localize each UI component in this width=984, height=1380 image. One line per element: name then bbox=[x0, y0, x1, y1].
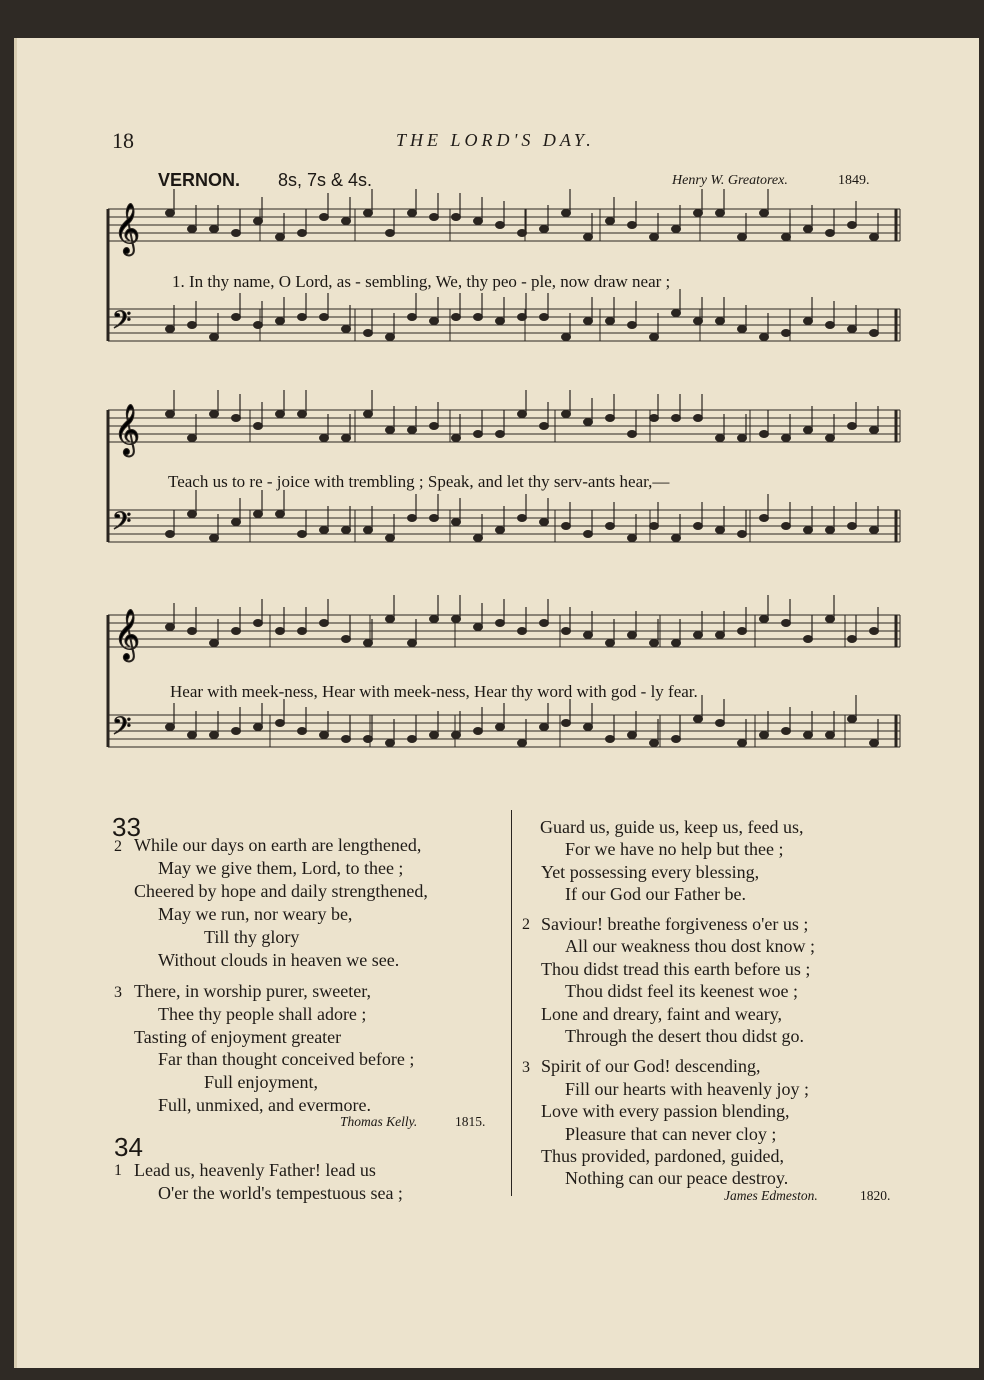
hymn-33-year: 1815. bbox=[455, 1114, 486, 1129]
hymn-33-stanza-3-number: 3 bbox=[114, 984, 122, 1001]
note-head bbox=[408, 210, 417, 217]
note-head bbox=[254, 218, 263, 225]
note-head bbox=[188, 511, 197, 518]
note-head bbox=[474, 728, 483, 735]
note-head bbox=[672, 736, 681, 743]
note-head bbox=[760, 210, 769, 217]
note-head bbox=[562, 411, 571, 418]
note-head bbox=[320, 620, 329, 627]
note-head bbox=[562, 523, 571, 530]
note-head bbox=[364, 527, 373, 534]
note-head bbox=[188, 226, 197, 233]
note-head bbox=[188, 628, 197, 635]
note-head bbox=[496, 318, 505, 325]
note-head bbox=[606, 415, 615, 422]
note-head bbox=[606, 218, 615, 225]
verse-line: Fill our hearts with heavenly joy ; bbox=[565, 1079, 809, 1099]
note-head bbox=[430, 515, 439, 522]
note-head bbox=[210, 640, 219, 647]
note-head bbox=[738, 531, 747, 538]
hymn-34-stanza-2-number: 2 bbox=[522, 916, 530, 933]
note-head bbox=[210, 226, 219, 233]
note-head bbox=[276, 628, 285, 635]
note-head bbox=[518, 230, 527, 237]
note-head bbox=[342, 527, 351, 534]
note-head bbox=[320, 527, 329, 534]
tune-meter: 8s, 7s & 4s. bbox=[278, 170, 373, 190]
note-head bbox=[606, 523, 615, 530]
note-head bbox=[694, 415, 703, 422]
hymn-34-stanza-1-number: 1 bbox=[114, 1162, 122, 1179]
note-head bbox=[474, 314, 483, 321]
note-head bbox=[870, 234, 879, 241]
note-head bbox=[254, 620, 263, 627]
note-head bbox=[232, 519, 241, 526]
note-head bbox=[848, 423, 857, 430]
verse-line: Till thy glory bbox=[204, 927, 300, 947]
note-head bbox=[166, 326, 175, 333]
note-head bbox=[298, 728, 307, 735]
hymn-33-author: Thomas Kelly. bbox=[340, 1114, 418, 1129]
note-head bbox=[716, 318, 725, 325]
note-head bbox=[782, 234, 791, 241]
note-head bbox=[562, 334, 571, 341]
note-head bbox=[694, 210, 703, 217]
hymn-34-author: James Edmeston. bbox=[724, 1188, 818, 1203]
treble-clef-icon: 𝄞 bbox=[114, 404, 141, 455]
note-head bbox=[826, 732, 835, 739]
note-head bbox=[628, 222, 637, 229]
tune-composer: Henry W. Greatorex. bbox=[672, 173, 788, 188]
note-head bbox=[760, 732, 769, 739]
note-head bbox=[870, 330, 879, 337]
note-head bbox=[870, 527, 879, 534]
note-head bbox=[716, 210, 725, 217]
note-head bbox=[738, 740, 747, 747]
note-head bbox=[628, 535, 637, 542]
hymn-34-number: 34 bbox=[114, 1132, 143, 1162]
note-head bbox=[254, 322, 263, 329]
note-head bbox=[826, 230, 835, 237]
note-head bbox=[782, 435, 791, 442]
note-head bbox=[474, 624, 483, 631]
note-head bbox=[782, 330, 791, 337]
column-divider bbox=[511, 810, 512, 1196]
hymn-33-number: 33 bbox=[112, 812, 141, 842]
note-head bbox=[320, 214, 329, 221]
note-head bbox=[298, 411, 307, 418]
note-head bbox=[188, 732, 197, 739]
note-head bbox=[870, 740, 879, 747]
note-head bbox=[672, 640, 681, 647]
note-head bbox=[848, 222, 857, 229]
note-head bbox=[320, 435, 329, 442]
note-head bbox=[584, 632, 593, 639]
verse-line: Thou didst feel its keenest woe ; bbox=[565, 981, 798, 1001]
note-head bbox=[496, 527, 505, 534]
note-head bbox=[452, 214, 461, 221]
verse-line: May we give them, Lord, to thee ; bbox=[158, 858, 404, 878]
verse-line: Thou didst tread this earth before us ; bbox=[541, 959, 811, 979]
note-head bbox=[452, 519, 461, 526]
note-head bbox=[738, 234, 747, 241]
note-head bbox=[232, 728, 241, 735]
hymn-33-stanza-2-number: 2 bbox=[114, 838, 122, 855]
note-head bbox=[848, 716, 857, 723]
verse-line: Cheered by hope and daily strengthened, bbox=[134, 881, 428, 901]
note-head bbox=[210, 334, 219, 341]
verse-line: Far than thought conceived before ; bbox=[158, 1049, 415, 1069]
note-head bbox=[672, 535, 681, 542]
note-head bbox=[364, 330, 373, 337]
note-head bbox=[738, 435, 747, 442]
note-head bbox=[408, 314, 417, 321]
note-head bbox=[452, 314, 461, 321]
note-head bbox=[408, 427, 417, 434]
note-head bbox=[364, 736, 373, 743]
note-head bbox=[430, 423, 439, 430]
note-head bbox=[518, 314, 527, 321]
verse-line: Lone and dreary, faint and weary, bbox=[541, 1004, 783, 1024]
verse-line: There, in worship purer, sweeter, bbox=[134, 981, 371, 1001]
note-head bbox=[606, 318, 615, 325]
note-head bbox=[298, 531, 307, 538]
verse-line: O'er the world's tempestuous sea ; bbox=[158, 1183, 403, 1203]
verse-line: Saviour! breathe forgiveness o'er us ; bbox=[541, 914, 809, 934]
note-head bbox=[320, 314, 329, 321]
note-head bbox=[474, 218, 483, 225]
verse-line: Spirit of our God! descending, bbox=[541, 1056, 761, 1076]
note-head bbox=[628, 632, 637, 639]
treble-clef-icon: 𝄞 bbox=[114, 203, 141, 254]
tune-year: 1849. bbox=[838, 173, 870, 188]
note-head bbox=[210, 732, 219, 739]
note-head bbox=[804, 318, 813, 325]
note-head bbox=[694, 632, 703, 639]
note-head bbox=[826, 322, 835, 329]
note-head bbox=[386, 616, 395, 623]
note-head bbox=[386, 334, 395, 341]
note-head bbox=[540, 226, 549, 233]
verse-line: Thee thy people shall adore ; bbox=[158, 1004, 367, 1024]
note-head bbox=[650, 523, 659, 530]
note-head bbox=[540, 314, 549, 321]
note-head bbox=[782, 620, 791, 627]
note-head bbox=[452, 616, 461, 623]
verse-line: Without clouds in heaven we see. bbox=[158, 950, 400, 970]
note-head bbox=[848, 636, 857, 643]
note-head bbox=[540, 423, 549, 430]
note-head bbox=[276, 234, 285, 241]
note-head bbox=[518, 411, 527, 418]
note-head bbox=[782, 523, 791, 530]
note-head bbox=[254, 423, 263, 430]
note-head bbox=[386, 740, 395, 747]
note-head bbox=[364, 210, 373, 217]
verse-line: Full enjoyment, bbox=[204, 1072, 318, 1092]
note-head bbox=[298, 230, 307, 237]
note-head bbox=[584, 724, 593, 731]
note-head bbox=[408, 640, 417, 647]
note-head bbox=[672, 226, 681, 233]
bass-clef-icon: 𝄢 bbox=[112, 712, 132, 747]
tune-name: VERNON. bbox=[158, 170, 241, 190]
note-head bbox=[650, 334, 659, 341]
note-head bbox=[716, 527, 725, 534]
note-head bbox=[518, 740, 527, 747]
note-head bbox=[232, 628, 241, 635]
note-head bbox=[694, 318, 703, 325]
note-head bbox=[430, 616, 439, 623]
note-head bbox=[826, 527, 835, 534]
note-head bbox=[694, 716, 703, 723]
note-head bbox=[166, 531, 175, 538]
note-head bbox=[562, 210, 571, 217]
note-head bbox=[166, 624, 175, 631]
verse-line: Pleasure that can never cloy ; bbox=[565, 1124, 777, 1144]
note-head bbox=[826, 435, 835, 442]
note-head bbox=[232, 415, 241, 422]
page-header bbox=[0, 128, 984, 158]
note-head bbox=[584, 531, 593, 538]
note-head bbox=[496, 431, 505, 438]
note-head bbox=[254, 724, 263, 731]
note-head bbox=[606, 640, 615, 647]
note-head bbox=[584, 234, 593, 241]
note-head bbox=[430, 732, 439, 739]
note-head bbox=[254, 511, 263, 518]
treble-clef-icon: 𝄞 bbox=[114, 609, 141, 660]
note-head bbox=[804, 527, 813, 534]
note-head bbox=[364, 411, 373, 418]
note-head bbox=[716, 720, 725, 727]
note-head bbox=[452, 732, 461, 739]
bass-clef-icon: 𝄢 bbox=[112, 507, 132, 542]
note-head bbox=[188, 322, 197, 329]
note-head bbox=[760, 431, 769, 438]
verse-line: While our days on earth are lengthened, bbox=[134, 835, 422, 855]
note-head bbox=[540, 620, 549, 627]
note-head bbox=[342, 218, 351, 225]
verse-line: Thus provided, pardoned, guided, bbox=[541, 1146, 784, 1166]
note-head bbox=[760, 334, 769, 341]
note-head bbox=[496, 222, 505, 229]
note-head bbox=[496, 620, 505, 627]
note-head bbox=[804, 732, 813, 739]
note-head bbox=[804, 636, 813, 643]
note-head bbox=[430, 214, 439, 221]
verse-line: For we have no help but thee ; bbox=[565, 839, 784, 859]
note-head bbox=[584, 419, 593, 426]
note-head bbox=[298, 628, 307, 635]
note-head bbox=[848, 523, 857, 530]
verse-line: Yet possessing every blessing, bbox=[541, 862, 760, 882]
verse-line: Guard us, guide us, keep us, feed us, bbox=[540, 817, 804, 837]
note-head bbox=[386, 230, 395, 237]
verse-line: If our God our Father be. bbox=[565, 884, 746, 904]
note-head bbox=[628, 322, 637, 329]
note-head bbox=[166, 210, 175, 217]
note-head bbox=[760, 616, 769, 623]
note-head bbox=[540, 519, 549, 526]
note-head bbox=[628, 732, 637, 739]
verse-line: Love with every passion blending, bbox=[541, 1101, 790, 1121]
note-head bbox=[166, 724, 175, 731]
note-head bbox=[804, 427, 813, 434]
note-head bbox=[650, 640, 659, 647]
note-head bbox=[606, 736, 615, 743]
verse-line: Through the desert thou didst go. bbox=[565, 1026, 804, 1046]
note-head bbox=[342, 326, 351, 333]
note-head bbox=[672, 415, 681, 422]
note-head bbox=[650, 415, 659, 422]
note-head bbox=[364, 640, 373, 647]
note-head bbox=[232, 314, 241, 321]
note-head bbox=[276, 720, 285, 727]
note-head bbox=[342, 435, 351, 442]
lyric-line-1: 1. In thy name, O Lord, as - sembling, We, thy peo - ple, now draw near ; bbox=[172, 272, 671, 291]
note-head bbox=[716, 632, 725, 639]
note-head bbox=[694, 523, 703, 530]
note-head bbox=[738, 326, 747, 333]
note-head bbox=[276, 511, 285, 518]
note-head bbox=[276, 411, 285, 418]
note-head bbox=[342, 636, 351, 643]
lyric-line-3: Hear with meek-ness, Hear with meek-ness, Hear thy word with god - ly fear. bbox=[170, 682, 698, 701]
verse-line: Tasting of enjoyment greater bbox=[134, 1027, 342, 1047]
running-title: THE LORD'S DAY. bbox=[396, 130, 595, 150]
note-head bbox=[738, 628, 747, 635]
note-head bbox=[848, 326, 857, 333]
note-head bbox=[826, 616, 835, 623]
note-head bbox=[804, 226, 813, 233]
note-head bbox=[870, 628, 879, 635]
note-head bbox=[452, 435, 461, 442]
note-head bbox=[760, 515, 769, 522]
note-head bbox=[562, 720, 571, 727]
note-head bbox=[188, 435, 197, 442]
note-head bbox=[320, 732, 329, 739]
note-head bbox=[540, 724, 549, 731]
note-head bbox=[408, 515, 417, 522]
note-head bbox=[782, 728, 791, 735]
page-number: 18 bbox=[112, 128, 134, 153]
note-head bbox=[298, 314, 307, 321]
bass-clef-icon: 𝄢 bbox=[112, 306, 132, 341]
lyric-line-2: Teach us to re - joice with trembling ; Speak, and let thy serv-ants hear,— bbox=[168, 472, 670, 491]
note-head bbox=[386, 535, 395, 542]
note-head bbox=[716, 435, 725, 442]
verse-line: May we run, nor weary be, bbox=[158, 904, 353, 924]
note-head bbox=[408, 736, 417, 743]
note-head bbox=[518, 628, 527, 635]
note-head bbox=[650, 234, 659, 241]
verse-line: Lead us, heavenly Father! lead us bbox=[134, 1160, 376, 1180]
hymn-34-stanza-3-number: 3 bbox=[522, 1059, 530, 1076]
note-head bbox=[232, 230, 241, 237]
note-head bbox=[496, 724, 505, 731]
verse-line: Nothing can our peace destroy. bbox=[565, 1168, 789, 1188]
note-head bbox=[870, 427, 879, 434]
note-head bbox=[210, 411, 219, 418]
note-head bbox=[672, 310, 681, 317]
note-head bbox=[210, 535, 219, 542]
hymn-34-year: 1820. bbox=[860, 1188, 891, 1203]
note-head bbox=[430, 318, 439, 325]
note-head bbox=[584, 318, 593, 325]
note-head bbox=[628, 431, 637, 438]
note-head bbox=[474, 535, 483, 542]
note-head bbox=[166, 411, 175, 418]
note-head bbox=[650, 740, 659, 747]
note-head bbox=[276, 318, 285, 325]
note-head bbox=[342, 736, 351, 743]
verse-line: Full, unmixed, and evermore. bbox=[158, 1095, 371, 1115]
note-head bbox=[518, 515, 527, 522]
note-head bbox=[562, 628, 571, 635]
note-head bbox=[474, 431, 483, 438]
verse-line: All our weakness thou dost know ; bbox=[565, 936, 815, 956]
note-head bbox=[386, 427, 395, 434]
